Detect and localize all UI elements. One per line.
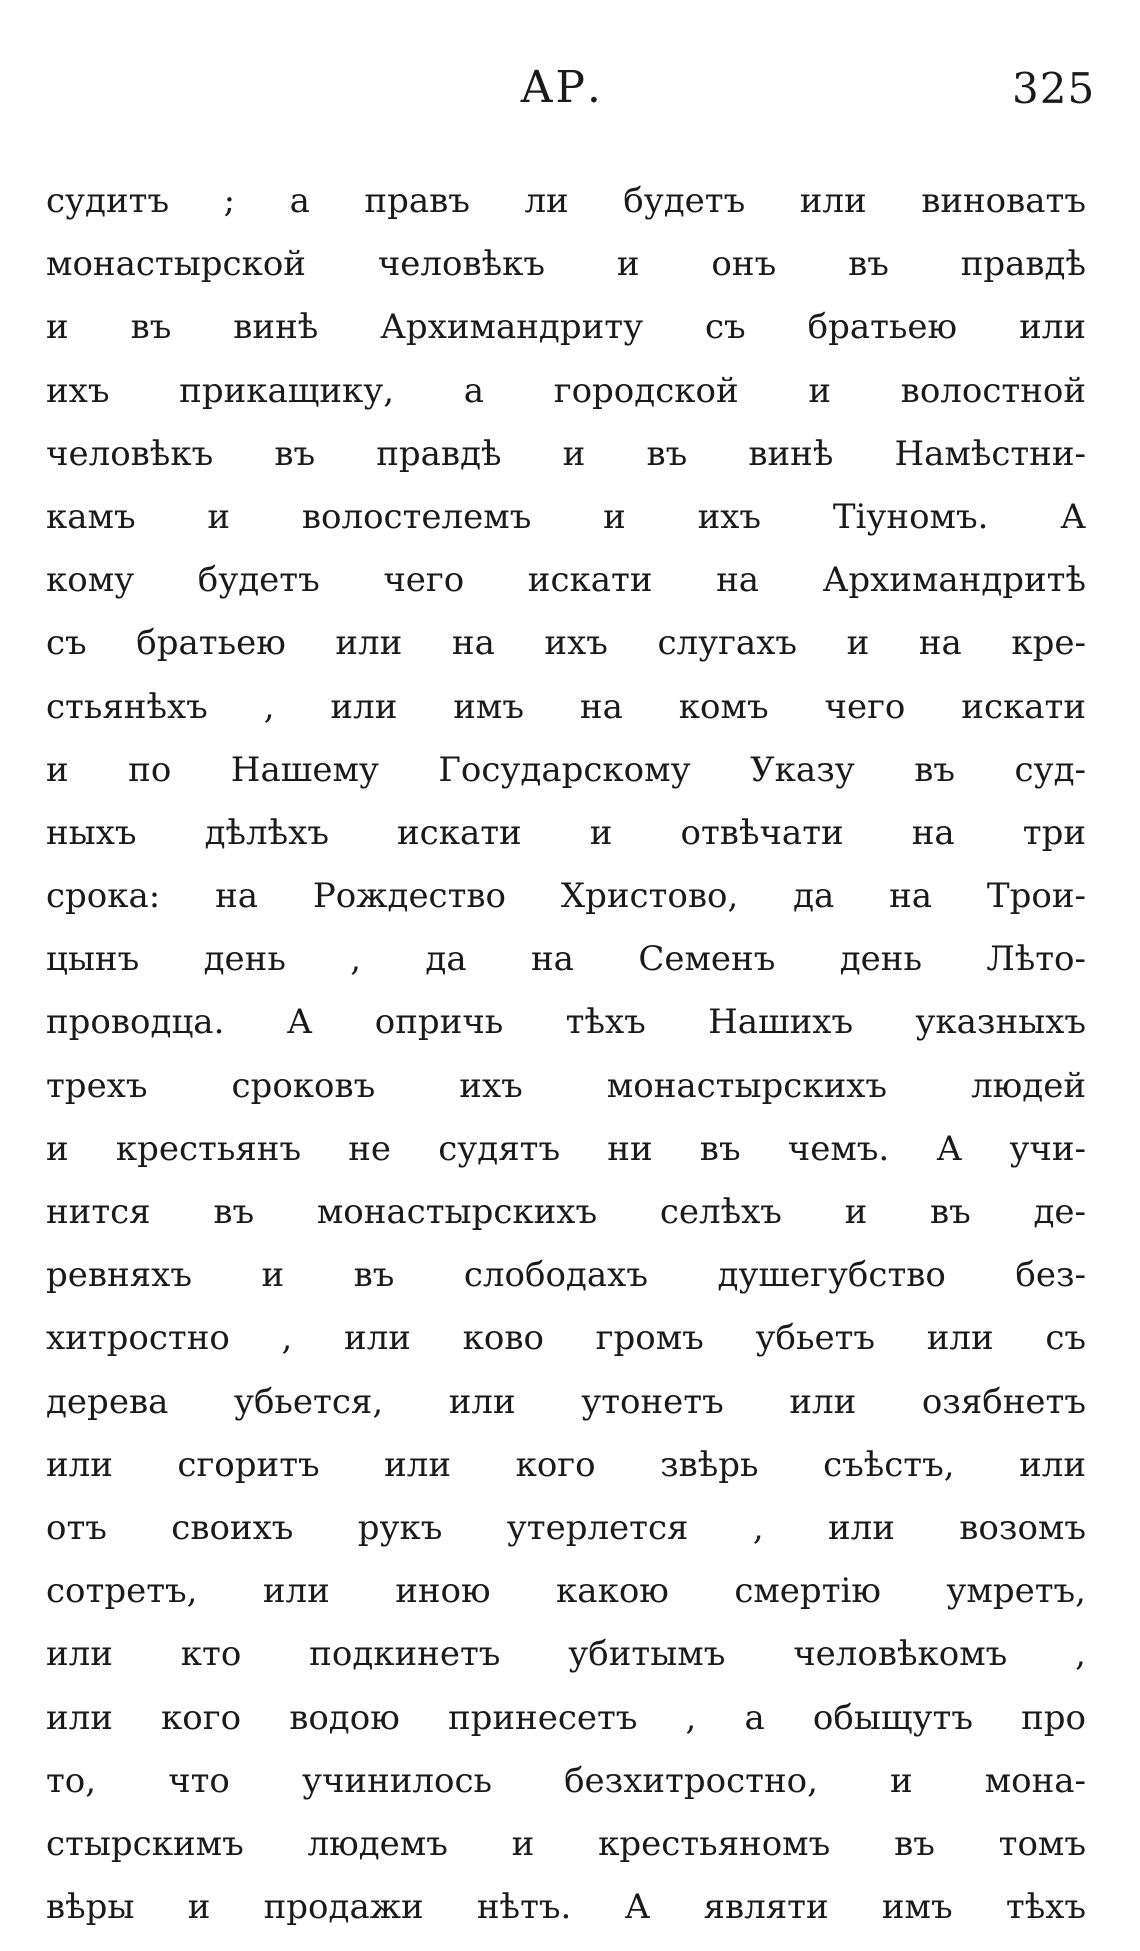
text-line: стьянѣхъ , или имъ на комъ чего искати: [46, 686, 1086, 727]
text-line: ныхъ дѣлѣхъ искати и отвѣчати на три: [46, 812, 1086, 853]
text-line: стырскимъ людемъ и крестьяномъ въ томъ: [46, 1823, 1086, 1864]
text-line: или кто подкинетъ убитымъ человѣкомъ ,: [46, 1634, 1086, 1675]
text-line: срока: на Рождество Христово, да на Трои-: [46, 876, 1086, 917]
text-line: ихъ прикащику, а городской и волостной: [46, 370, 1086, 411]
text-line: трехъ сроковъ ихъ монастырскихъ людей: [46, 1065, 1086, 1106]
body-text: [46, 170, 1086, 1939]
text-line: и по Нашему Государскому Указу въ суд-: [46, 749, 1086, 790]
text-line: или сгоритъ или кого звѣрь съѣстъ, или: [46, 1444, 1086, 1485]
text-line: сотретъ, или иною какою смертію умретъ,: [46, 1571, 1086, 1612]
text-line: и въ винѣ Архимандриту съ братьею или: [46, 307, 1086, 348]
running-title: АР.: [520, 62, 603, 113]
text-line: то, что учинилось безхитростно, и мона-: [46, 1760, 1086, 1801]
text-line: съ братьею или на ихъ слугахъ и на кре-: [46, 623, 1086, 664]
text-line: кому будетъ чего искати на Архимандритѣ: [46, 560, 1086, 601]
text-line: хитростно , или ково громъ убьетъ или съ: [46, 1318, 1086, 1359]
text-line: камъ и волостелемъ и ихъ Тіуномъ. А: [46, 496, 1086, 537]
text-line: человѣкъ въ правдѣ и въ винѣ Намѣстни-: [46, 433, 1086, 474]
text-line: и крестьянъ не судятъ ни въ чемъ. А учи-: [46, 1128, 1086, 1169]
text-line: дерева убьется, или утонетъ или озябнетъ: [46, 1381, 1086, 1422]
text-line: нится въ монастырскихъ селѣхъ и въ де-: [46, 1192, 1086, 1232]
running-head: [0, 62, 1140, 132]
text-line: проводца. А опричь тѣхъ Нашихъ указныхъ: [46, 1002, 1086, 1043]
text-line: цынъ день , да на Семенъ день Лѣто-: [46, 939, 1086, 980]
page-number: 325: [1012, 64, 1096, 113]
text-line: вѣры и продажи нѣтъ. А являти имъ тѣхъ: [46, 1887, 1086, 1928]
text-line: судитъ ; а правъ ли будетъ или виноватъ: [46, 181, 1086, 221]
text-line: или кого водою принесетъ , а обыщутъ про: [46, 1697, 1086, 1738]
text-line: монастырской человѣкъ и онъ въ правдѣ: [46, 244, 1086, 285]
text-line: отъ своихъ рукъ утерлется , или возомъ: [46, 1507, 1086, 1548]
text-line: ревняхъ и въ слободахъ душегубство без-: [46, 1255, 1086, 1296]
